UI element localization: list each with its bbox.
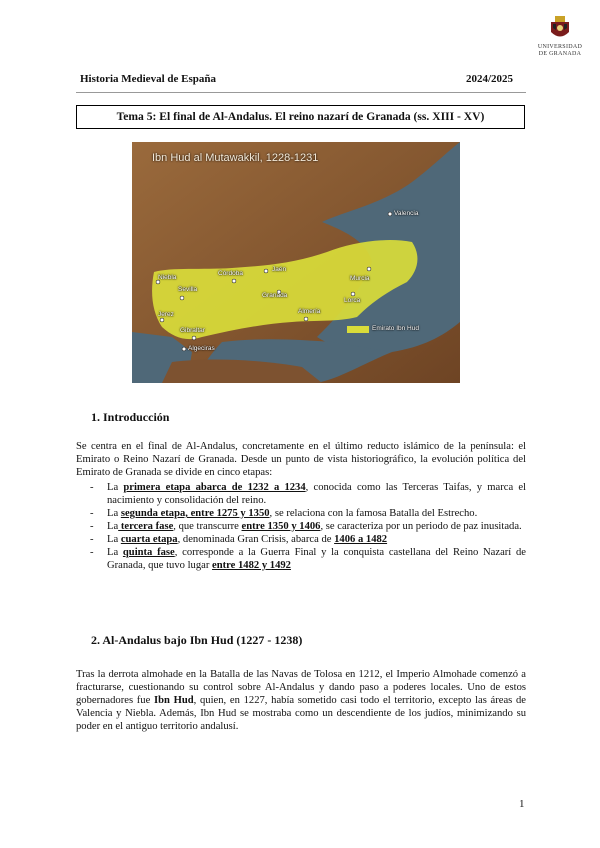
header-course: Historia Medieval de España <box>80 73 216 85</box>
map-city-cordoba: Córdoba <box>218 270 243 277</box>
map-city-sevilla: Sevilla <box>178 286 198 293</box>
stage-3-emphasis: tercera fase <box>118 521 174 532</box>
map-city-jerez: Jerez <box>158 311 174 318</box>
stage-4-text-c: , denominada Gran Crisis, abarca de <box>177 534 335 545</box>
section-2-ibn-hud: Ibn Hud <box>154 695 194 706</box>
stage-4-text-a: La <box>107 534 121 545</box>
header-rule <box>76 92 526 93</box>
stage-5-text-a: La <box>107 547 123 558</box>
university-logo <box>532 14 588 58</box>
stage-3-text-a: La <box>107 521 119 532</box>
stages-list <box>90 481 526 572</box>
stage-1-text-a: La <box>107 482 124 493</box>
map-city-almeria: Almería <box>298 308 321 315</box>
stage-1-text-c: , conocida como las Terceras Taifas, y marca el nacimiento y consolidación del reino. <box>107 482 527 506</box>
stage-item-2 <box>90 507 526 520</box>
logo-line1: UNIVERSIDAD <box>537 44 583 50</box>
stage-3-dates: entre 1350 y 1406 <box>241 521 321 532</box>
map-graphic <box>132 142 460 383</box>
stage-item-3 <box>90 520 526 533</box>
university-crest-icon <box>547 14 573 42</box>
map-image <box>132 142 460 383</box>
stage-1-emphasis: primera etapa abarca de 1232 a 1234 <box>123 482 306 493</box>
logo-text <box>532 44 588 58</box>
stage-item-1 <box>90 481 526 507</box>
header-year: 2024/2025 <box>466 73 514 85</box>
map-city-valencia: Valencia <box>394 210 419 217</box>
stage-item-4 <box>90 533 526 546</box>
map-city-jaen: Jaén <box>272 266 287 273</box>
stage-5-emphasis: quinta fase <box>122 547 175 558</box>
topic-title: Tema 5: El final de Al-Andalus. El reino nazarí de Granada (ss. XIII - XV) <box>76 105 525 129</box>
map-city-gibraltar: Gibraltar <box>180 327 205 334</box>
map-city-algeciras: Algeciras <box>188 345 215 352</box>
map-city-granada: Granada <box>262 292 288 299</box>
page-number: 1 <box>519 798 525 810</box>
map-legend-label: Emirato Ibn Hud <box>372 325 419 332</box>
stage-3-text-e: , se caracteriza por un periodo de paz inusitada. <box>320 521 522 532</box>
section-2-heading: 2. Al-Andalus bajo Ibn Hud (1227 - 1238) <box>91 633 303 647</box>
stage-3-text-c: , que transcurre <box>173 521 242 532</box>
section-1-heading: 1. Introducción <box>91 410 170 424</box>
stage-5-text-c: , corresponde a la Guerra Final y la conquista castellana del Reino Nazarí de Granada, que tuvo lugar <box>107 547 526 571</box>
stage-4-dates: 1406 a 1482 <box>334 534 388 545</box>
stage-4-emphasis: cuarta etapa <box>120 534 178 545</box>
map-title: Ibn Hud al Mutawakkil, 1228-1231 <box>152 152 319 164</box>
stage-2-text-a: La <box>107 508 121 519</box>
stage-item-5 <box>90 546 526 572</box>
section-2-text-2: , quien, en 1227, había sometido casi todo el territorio, excepto las áreas de Valencia y Niebla. Además, Ibn Hud se mostraba como un descendiente de los judíos, minimizando su poder en el antiguo territorio andalusí. <box>76 695 526 732</box>
section-1-intro: Se centra en el final de Al-Andalus, concretamente en el último reducto islámico de la península: el Emirato o Reino Nazarí de Granada. Desde un punto de vista historiográfico, la evolución política del Emirato de Granada se divide en cinco etapas: <box>76 441 526 478</box>
stage-2-emphasis: segunda etapa, entre 1275 y 1350 <box>120 508 270 519</box>
section-2-paragraph <box>76 668 526 733</box>
logo-line2: DE GRANADA <box>538 51 582 57</box>
section-2-text-1: Tras la derrota almohade en la Batalla de las Navas de Tolosa en 1212, el Imperio Almohade comenzó a fracturarse, cuestionando su control sobre Al-Andalus y dando paso a poderes locales. Uno de estos gobernadores fue <box>76 669 526 706</box>
stage-5-dates: entre 1482 y 1492 <box>212 560 291 571</box>
map-city-niebla: Niebla <box>158 274 177 281</box>
map-city-lorca: Lorca <box>344 297 361 304</box>
map-city-murcia: Murcia <box>350 275 370 282</box>
stage-2-text-c: , se relaciona con la famosa Batalla del Estrecho. <box>269 508 478 519</box>
